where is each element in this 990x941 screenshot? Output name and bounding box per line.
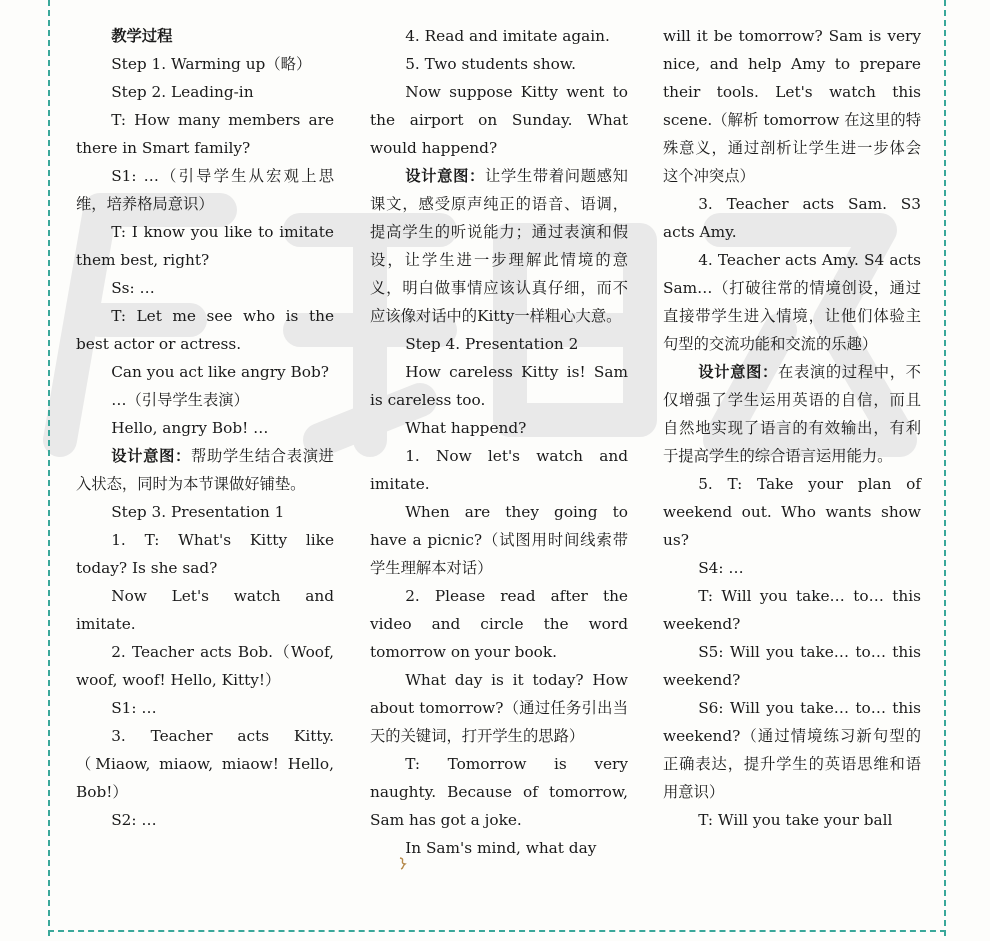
- paragraph: [76, 638, 334, 694]
- design-intent-label: 设计意图：: [111, 447, 191, 465]
- paragraph-text: 4. Read and imitate again.: [405, 27, 610, 45]
- paragraph-text: Ss: …: [111, 279, 155, 297]
- paragraph-text: T: Tomorrow is very naughty. Because of tomorrow, Sam has got a joke.: [370, 755, 628, 829]
- paragraph: [663, 582, 921, 638]
- paragraph: [370, 50, 628, 78]
- paragraph-text: 在表演的过程中，不仅增强了学生运用英语的自信，而且自然地实现了语言的有效输出，有利于提高学生的综合语言运用能力。: [663, 363, 921, 465]
- design-intent-label: 设计意图：: [698, 363, 778, 381]
- paragraph-text: 4. Teacher acts Amy. S4 acts Sam…（打破往常的情境创设，通过直接带学生进入情境，让他们体验主句型的交流功能和交流的乐趣）: [663, 251, 921, 353]
- paragraph: [76, 526, 334, 582]
- paragraph: [76, 50, 334, 78]
- paragraph: [76, 722, 334, 806]
- paragraph-text: Step 1. Warming up（略）: [111, 55, 312, 73]
- paragraph-text: S2: …: [111, 811, 157, 829]
- paragraph-text: S4: …: [698, 559, 744, 577]
- paragraph: [663, 246, 921, 358]
- paragraph: [76, 78, 334, 106]
- paragraph-text: 1. T: What's Kitty like today? Is she sad?: [76, 531, 334, 577]
- paragraph-text: What happend?: [405, 419, 527, 437]
- paragraph-text: S1: …（引导学生从宏观上思维，培养格局意识）: [76, 167, 334, 213]
- paragraph: [663, 554, 921, 582]
- paragraph-text: T: I know you like to imitate them best, right?: [76, 223, 334, 269]
- paragraph-text: 1. Now let's watch and imitate.: [370, 447, 628, 493]
- paragraph: [76, 274, 334, 302]
- paragraph-text: 2. Teacher acts Bob.（Woof, woof, woof! Hello, Kitty!）: [76, 643, 334, 689]
- text-column-2: [370, 22, 628, 862]
- left-dashed-border: [48, 0, 50, 936]
- paragraph-text: 5. T: Take your plan of weekend out. Who wants show us?: [663, 475, 921, 549]
- paragraph-text: 3. Teacher acts Kitty.（Miaow, miaow, miaow! Hello, Bob!）: [76, 727, 334, 801]
- paragraph-text: Step 2. Leading-in: [111, 83, 254, 101]
- paragraph: [663, 806, 921, 834]
- paragraph-text: How careless Kitty is! Sam is careless too.: [370, 363, 628, 409]
- paragraph: [370, 834, 628, 862]
- paragraph-text: 2. Please read after the video and circle the word tomorrow on your book.: [370, 587, 628, 661]
- paragraph: [76, 218, 334, 274]
- paragraph: [76, 386, 334, 414]
- paragraph: [76, 582, 334, 638]
- paragraph: [663, 358, 921, 470]
- paragraph: [370, 498, 628, 582]
- paragraph-text: 让学生带着问题感知课文，感受原声纯正的语音、语调，提高学生的听说能力；通过表演和假设，让学生进一步理解此情境的意义，明白做事情应该认真仔细，而不应该像对话中的Kitty一样粗心大意。: [370, 167, 628, 325]
- paragraph: [76, 498, 334, 526]
- paragraph: [370, 78, 628, 162]
- paragraph: [76, 806, 334, 834]
- paragraph: [370, 666, 628, 750]
- design-intent-label: 设计意图：: [405, 167, 485, 185]
- paragraph-text: T: Will you take… to… this weekend?: [663, 587, 921, 633]
- paragraph-text: T: Will you take your ball: [698, 811, 893, 829]
- paragraph-text: Now Let's watch and imitate.: [76, 587, 334, 633]
- paragraph: [370, 414, 628, 442]
- paragraph-text: Now suppose Kitty went to the airport on Sunday. What would happend?: [370, 83, 628, 157]
- paragraph: [370, 442, 628, 498]
- paragraph: [76, 358, 334, 386]
- paragraph: [370, 22, 628, 50]
- paragraph: [663, 694, 921, 806]
- paragraph-text: 3. Teacher acts Sam. S3 acts Amy.: [663, 195, 921, 241]
- paragraph: [370, 162, 628, 330]
- paragraph-text: In Sam's mind, what day: [405, 839, 597, 857]
- paragraph-text: Hello, angry Bob! …: [111, 419, 269, 437]
- paragraph: [663, 638, 921, 694]
- paragraph-text: When are they going to have a picnic?（试图用时间线索带学生理解本对话）: [370, 503, 628, 577]
- paragraph: [76, 302, 334, 358]
- paragraph: [663, 470, 921, 554]
- paragraph: [663, 22, 921, 190]
- paragraph-text: T: Let me see who is the best actor or actress.: [76, 307, 334, 353]
- ink-mark: [398, 856, 408, 870]
- paragraph: [370, 750, 628, 834]
- paragraph: [76, 162, 334, 218]
- right-dashed-border: [944, 0, 946, 936]
- paragraph-text: S1: …: [111, 699, 157, 717]
- paragraph-text: S6: Will you take… to… this weekend?（通过情境练习新句型的正确表达，提升学生的英语思维和语用意识）: [663, 699, 921, 801]
- bottom-dashed-border: [48, 930, 946, 932]
- paragraph-text: What day is it today? How about tomorrow?（通过任务引出当天的关键词，打开学生的思路）: [370, 671, 628, 745]
- paragraph-text: Step 3. Presentation 1: [111, 503, 285, 521]
- paragraph: [76, 694, 334, 722]
- paragraph: [76, 414, 334, 442]
- paragraph: [370, 582, 628, 666]
- paragraph-text: 教学过程: [111, 27, 173, 45]
- paragraph-text: …（引导学生表演）: [111, 391, 249, 409]
- paragraph-text: 帮助学生结合表演进入状态，同时为本节课做好铺垫。: [76, 447, 334, 493]
- paragraph-text: T: How many members are there in Smart family?: [76, 111, 334, 157]
- text-column-3: [663, 22, 921, 834]
- paragraph: [76, 106, 334, 162]
- paragraph: [370, 358, 628, 414]
- paragraph-text: will it be tomorrow? Sam is very nice, and help Amy to prepare their tools. Let's watch this scene.（解析 tomorrow 在这里的特殊意义，通过剖析让学生进一步体会这个冲突点）: [663, 27, 921, 185]
- paragraph-text: 5. Two students show.: [405, 55, 576, 73]
- paragraph-text: Can you act like angry Bob?: [111, 363, 329, 381]
- paragraph: [76, 22, 334, 50]
- paragraph-text: S5: Will you take… to… this weekend?: [663, 643, 921, 689]
- paragraph: [76, 442, 334, 498]
- paragraph-text: Step 4. Presentation 2: [405, 335, 579, 353]
- paragraph: [663, 190, 921, 246]
- text-column-1: [76, 22, 334, 834]
- paragraph: [370, 330, 628, 358]
